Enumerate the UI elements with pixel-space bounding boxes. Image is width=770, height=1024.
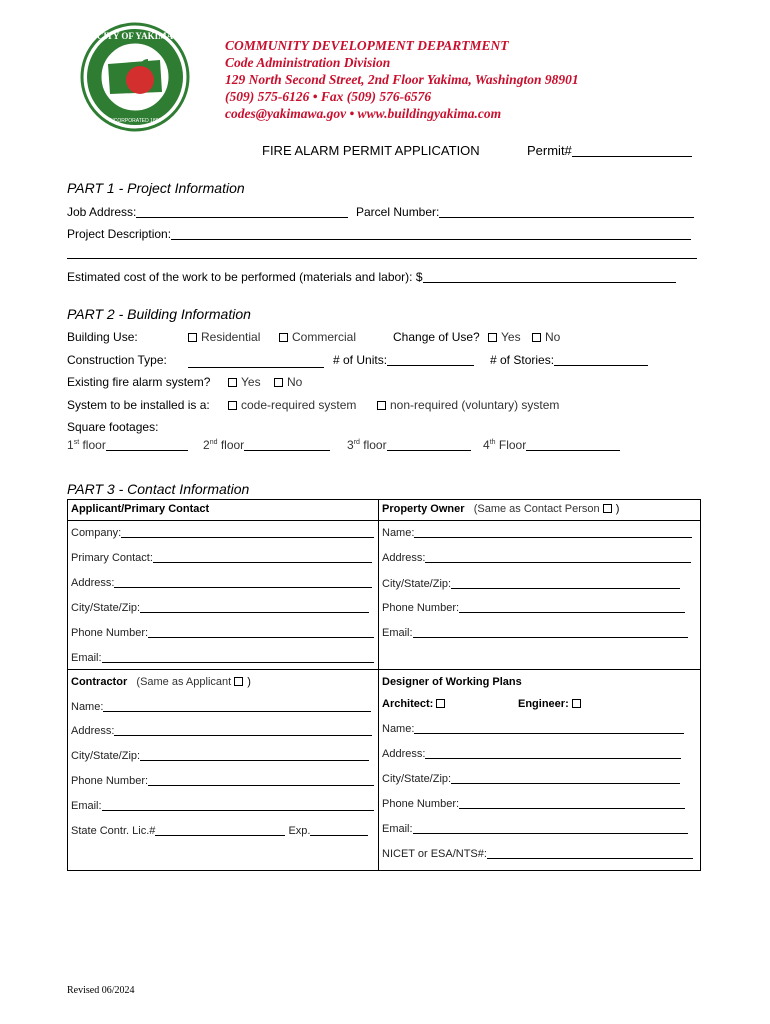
contractor-name-field[interactable]: [103, 700, 371, 712]
project-description-line2[interactable]: [67, 258, 697, 259]
engineer-option: Engineer:: [518, 698, 585, 710]
project-description-field[interactable]: [171, 227, 691, 240]
residential-option[interactable]: Residential: [188, 330, 260, 344]
existing-no-checkbox[interactable]: [274, 378, 283, 387]
existing-alarm-no[interactable]: No: [274, 375, 302, 389]
designer-city-field[interactable]: [451, 772, 680, 784]
floor2-field[interactable]: [244, 438, 330, 451]
contractor-license-field[interactable]: [155, 824, 285, 836]
change-no-checkbox[interactable]: [532, 333, 541, 342]
applicant-email-field[interactable]: [102, 651, 374, 663]
applicant-address: Address:: [71, 576, 372, 589]
units-field[interactable]: [387, 353, 474, 366]
existing-alarm-yes[interactable]: Yes: [228, 375, 261, 389]
designer-phone: Phone Number:: [382, 797, 685, 810]
job-address-field[interactable]: [136, 205, 348, 218]
owner-email: Email:: [382, 626, 688, 639]
parcel-number-label: Parcel Number:: [356, 205, 694, 219]
part3-heading: PART 3 - Contact Information: [67, 481, 250, 497]
existing-alarm-label: Existing fire alarm system?: [67, 375, 211, 389]
permit-number-field[interactable]: [572, 144, 692, 157]
contractor-exp-field[interactable]: [310, 824, 368, 836]
non-required-checkbox[interactable]: [377, 401, 386, 410]
change-of-use-label: Change of Use?: [393, 330, 480, 344]
applicant-primary-contact-field[interactable]: [153, 551, 372, 563]
applicant-city-field[interactable]: [140, 601, 369, 613]
owner-phone-field[interactable]: [459, 601, 685, 613]
parcel-number-field[interactable]: [439, 205, 694, 218]
residential-checkbox[interactable]: [188, 333, 197, 342]
units-label: # of Units:: [333, 353, 474, 367]
non-required-option[interactable]: non-required (voluntary) system: [377, 398, 559, 412]
seal-subtext: INCORPORATED 1886: [108, 118, 162, 124]
code-required-option[interactable]: code-required system: [228, 398, 356, 412]
contractor-phone: Phone Number:: [71, 774, 374, 787]
contractor-heading: Contractor (Same as Applicant ): [71, 676, 251, 688]
floor4-field[interactable]: [526, 438, 620, 451]
city-seal-logo: [80, 22, 190, 132]
revised-date: Revised 06/2024: [67, 985, 135, 996]
designer-phone-field[interactable]: [459, 797, 685, 809]
estimated-cost-field[interactable]: [423, 270, 676, 283]
system-installed-label: System to be installed is a:: [67, 398, 210, 412]
applicant-company: Company:: [71, 526, 374, 539]
applicant-company-field[interactable]: [121, 526, 374, 538]
designer-name-field[interactable]: [414, 722, 684, 734]
contractor-email: Email:: [71, 799, 374, 812]
form-title: FIRE ALARM PERMIT APPLICATION: [262, 143, 480, 158]
change-of-use-no[interactable]: No: [532, 330, 560, 344]
same-as-contact-checkbox[interactable]: [603, 504, 612, 513]
applicant-email: Email:: [71, 651, 374, 664]
owner-name-field[interactable]: [414, 526, 692, 538]
change-of-use-yes[interactable]: Yes: [488, 330, 521, 344]
floor3-label: 3rd floor: [347, 438, 471, 452]
applicant-address-field[interactable]: [114, 576, 372, 588]
same-as-applicant-checkbox[interactable]: [234, 677, 243, 686]
engineer-checkbox[interactable]: [572, 699, 581, 708]
owner-name: Name:: [382, 526, 692, 539]
dept-address: 129 North Second Street, 2nd Floor Yakima, Washington 98901: [225, 72, 579, 87]
contractor-address-field[interactable]: [114, 724, 372, 736]
owner-city: City/State/Zip:: [382, 577, 680, 590]
seal-text: CITY OF YAKIMA: [96, 31, 174, 41]
stories-field[interactable]: [554, 353, 648, 366]
part2-heading: PART 2 - Building Information: [67, 306, 251, 322]
floor2-label: 2nd floor: [203, 438, 330, 452]
square-footages-label: Square footages:: [67, 420, 159, 434]
part1-heading: PART 1 - Project Information: [67, 180, 245, 196]
construction-type-label: Construction Type:: [67, 353, 167, 367]
owner-address: Address:: [382, 551, 691, 564]
division-name: Code Administration Division: [225, 55, 391, 70]
job-address-label: Job Address:: [67, 205, 348, 219]
change-yes-checkbox[interactable]: [488, 333, 497, 342]
applicant-phone: Phone Number:: [71, 626, 374, 639]
stories-label: # of Stories:: [490, 353, 648, 367]
floor1-label: 1st floor: [67, 438, 188, 452]
contractor-phone-field[interactable]: [148, 774, 374, 786]
dept-phone: (509) 575-6126 • Fax (509) 576-6576: [225, 89, 432, 104]
contractor-address: Address:: [71, 724, 372, 737]
existing-yes-checkbox[interactable]: [228, 378, 237, 387]
designer-nicet-field[interactable]: [487, 847, 693, 859]
commercial-checkbox[interactable]: [279, 333, 288, 342]
designer-email-field[interactable]: [413, 822, 688, 834]
architect-checkbox[interactable]: [436, 699, 445, 708]
floor3-field[interactable]: [387, 438, 471, 451]
owner-address-field[interactable]: [425, 551, 691, 563]
floor1-field[interactable]: [106, 438, 188, 451]
project-description-label: Project Description:: [67, 227, 691, 241]
owner-email-field[interactable]: [413, 626, 688, 638]
designer-address-field[interactable]: [425, 747, 681, 759]
designer-address: Address:: [382, 747, 681, 760]
designer-name: Name:: [382, 722, 684, 735]
designer-city: City/State/Zip:: [382, 772, 680, 785]
building-use-label: Building Use:: [67, 330, 138, 344]
dept-name: COMMUNITY DEVELOPMENT DEPARTMENT: [225, 38, 509, 53]
owner-phone: Phone Number:: [382, 601, 685, 614]
designer-nicet: NICET or ESA/NTS#:: [382, 847, 693, 860]
dept-contact: codes@yakimawa.gov • www.buildingyakima.com: [225, 106, 502, 121]
designer-heading: Designer of Working Plans: [382, 676, 522, 688]
applicant-primary-contact: Primary Contact:: [71, 551, 372, 564]
applicant-city: City/State/Zip:: [71, 601, 369, 614]
estimated-cost-label: Estimated cost of the work to be performed (materials and labor): $: [67, 270, 676, 284]
contractor-name: Name:: [71, 700, 371, 713]
contractor-city: City/State/Zip:: [71, 749, 369, 762]
floor4-label: 4th Floor: [483, 438, 620, 452]
commercial-option[interactable]: Commercial: [279, 330, 356, 344]
construction-type-field[interactable]: [188, 355, 324, 368]
architect-option: Architect:: [382, 698, 449, 710]
contractor-email-field[interactable]: [102, 799, 374, 811]
code-required-checkbox[interactable]: [228, 401, 237, 410]
contractor-license: State Contr. Lic.# Exp.: [71, 824, 368, 837]
owner-heading: Property Owner (Same as Contact Person ): [382, 503, 620, 515]
permit-number-label: Permit#: [527, 143, 692, 158]
designer-email: Email:: [382, 822, 688, 835]
contractor-city-field[interactable]: [140, 749, 369, 761]
applicant-phone-field[interactable]: [148, 626, 374, 638]
applicant-heading: Applicant/Primary Contact: [71, 503, 210, 515]
owner-city-field[interactable]: [451, 577, 680, 589]
